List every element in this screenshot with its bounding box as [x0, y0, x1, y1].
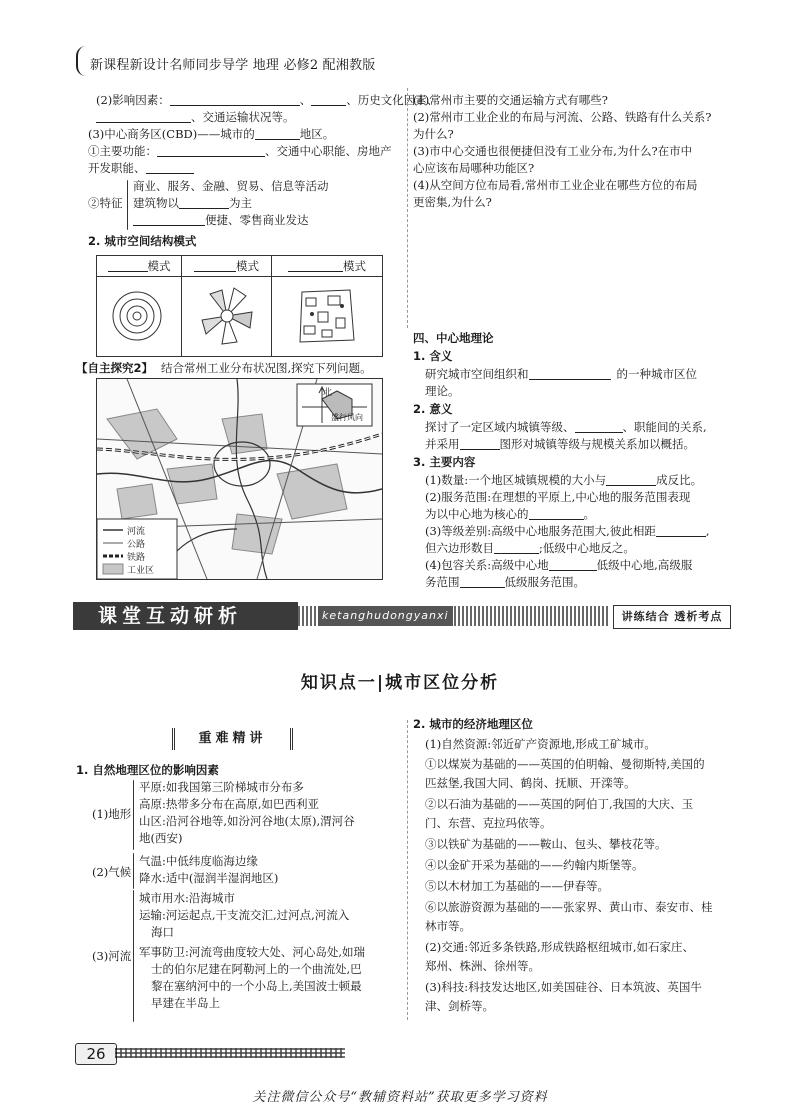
question-2: (2)常州市工业企业的布局与河流、公路、铁路有什么关系? — [413, 110, 712, 124]
significance-heading: 2. 意义 — [413, 402, 453, 416]
cbd-line: (3)中心商务区(CBD)——城市的 地区。 — [88, 127, 335, 141]
terrain-label: (1)地形 — [92, 807, 132, 821]
question-4-cont: 更密集,为什么? — [413, 195, 492, 209]
legend-industrial-zone: 工业区 — [127, 566, 155, 576]
meaning-line-1: 研究城市空间组织和 的一种城市区位 — [425, 367, 697, 381]
content-inclusion: (4)包容关系:高级中心地 低级中心地,高级服 — [425, 558, 693, 572]
economic-tourism-cont: 林市等。 — [425, 919, 471, 933]
terrain-mountain: 山区:沿河谷地等,如汾河谷地(太原),渭河谷 — [139, 814, 355, 828]
cbd-function-line: ①主要功能： 、交通中心职能、房地产 — [88, 144, 392, 158]
economic-tech-cont: 津、剑桥等。 — [425, 999, 494, 1013]
map-north-label: 北 — [323, 388, 333, 398]
column-divider — [407, 88, 409, 328]
river-water-supply: 城市用水:沿海城市 — [139, 891, 235, 905]
economic-timber: ⑤以木材加工为基础的——伊春等。 — [425, 879, 609, 893]
economic-resources: (1)自然资源:邻近矿产资源地,形成工矿城市。 — [425, 737, 656, 751]
content-grade: (3)等级差别:高级中心地服务范围大,彼此相距 , — [425, 524, 710, 538]
content-inclusion-cont: 务范围 低级服务范围。 — [425, 575, 585, 589]
cbd-function-line-2: 开发职能、 — [88, 160, 194, 177]
question-1: (1)常州市主要的交通运输方式有哪些? — [413, 93, 608, 107]
page-number-pattern — [115, 1048, 345, 1058]
spatial-structure-heading: 2. 城市空间结构模式 — [88, 234, 197, 248]
economic-oil-cont: 门、东营、克拉玛依等。 — [425, 816, 552, 830]
multinuclei-model-figure — [272, 276, 382, 356]
model-cell-multinuclei: 模式 — [272, 256, 382, 356]
book-header: 新课程新设计名师同步导学 地理 必修2 配湘教版 — [90, 58, 376, 73]
content-heading: 3. 主要内容 — [413, 455, 476, 469]
content-grade-cont: 但六边形数目 ;低级中心地反之。 — [425, 541, 635, 555]
terrain-brace — [133, 780, 134, 850]
meaning-line-2: 理论。 — [425, 384, 460, 398]
terrain-plateau: 高原:热带多分布在高原,如巴西利亚 — [139, 797, 320, 811]
question-3: (3)市中心交通也很便捷但没有工业分布,为什么?在市中 — [413, 144, 693, 158]
climate-brace — [133, 853, 134, 889]
explore-prompt: 【自主探究2】 结合常州工业分布状况图,探究下列问题。 — [76, 361, 372, 375]
banner-title: 课堂互动研析 — [98, 605, 243, 627]
section-banner — [73, 602, 729, 630]
climate-label: (2)气候 — [92, 865, 132, 879]
factor-line: (2)影响因素： 、 、历史文化因素、 — [96, 93, 439, 107]
model-cell-concentric: 模式 — [97, 256, 182, 356]
economic-gold: ④以金矿开采为基础的——约翰内斯堡等。 — [425, 858, 644, 872]
economic-transport-cont: 郑州、株洲、徐州等。 — [425, 959, 540, 973]
river-transport: 运输:河运起点,干支流交汇,过河点,河流入 — [139, 908, 350, 922]
meaning-heading: 1. 含义 — [413, 349, 453, 363]
economic-heading: 2. 城市的经济地理区位 — [413, 717, 533, 731]
legend-railway: 铁路 — [127, 553, 146, 563]
structure-model-table — [96, 255, 383, 357]
significance-line-2: 并采用 图形对城镇等级与规模关系加以概括。 — [425, 437, 695, 451]
economic-tourism: ⑥以旅游资源为基础的——张家界、黄山市、泰安市、桂 — [425, 900, 713, 914]
content-service-cont: 为以中心地为核心的 。 — [425, 507, 595, 521]
climate-precipitation: 降水:适中(湿润半湿润地区) — [139, 871, 279, 885]
significance-line-1: 探讨了一定区域内城镇等级、 、职能间的关系, — [425, 420, 707, 434]
sector-model-figure — [182, 276, 272, 356]
economic-coal-cont: 匹兹堡,我国大同、鹤岗、抚顺、开滦等。 — [425, 776, 636, 790]
river-label: (3)河流 — [92, 949, 132, 963]
model-cell-sector: 模式 — [182, 256, 272, 356]
footer-note: 关注微信公众号“教辅资料站”获取更多学习资料 — [252, 1090, 548, 1105]
feature-brace — [127, 180, 128, 230]
terrain-mountain-cont: 地(西安) — [139, 831, 183, 845]
economic-coal: ①以煤炭为基础的——英国的伯明翰、曼彻斯特,美国的 — [425, 757, 705, 771]
header-bracket — [76, 46, 88, 76]
question-4: (4)从空间方位布局看,常州市工业企业在哪些方位的布局 — [413, 178, 698, 192]
river-defense-cont-3: 早建在半岛上 — [151, 996, 220, 1010]
feature-activities: 商业、服务、金融、贸易、信息等活动 — [133, 179, 329, 193]
page-number: 26 — [75, 1043, 117, 1065]
legend-road: 公路 — [127, 540, 146, 550]
column-divider-lower — [407, 720, 409, 1020]
economic-transport: (2)交通:邻近多条铁路,形成铁路枢纽城市,如石家庄、 — [425, 940, 694, 954]
feature-buildings: 建筑物以 为主 — [133, 196, 252, 210]
banner-tagline: 讲练结合 透析考点 — [613, 605, 731, 629]
economic-iron: ③以铁矿为基础的——鞍山、包头、攀枝花等。 — [425, 837, 667, 851]
key-difficulty-box: 重难精讲 — [172, 728, 293, 750]
question-3-cont: 心应该布局哪种功能区? — [413, 161, 535, 175]
content-quantity: (1)数量:一个地区城镇规模的大小与 成反比。 — [425, 473, 703, 487]
knowledge-point-title: 知识点一|城市区位分析 — [300, 673, 500, 693]
terrain-plain: 平原:如我国第三阶梯城市分布多 — [139, 780, 304, 794]
cbd-feature-label: ②特征 — [88, 196, 123, 210]
legend-river: 河流 — [127, 527, 146, 537]
natural-factors-heading: 1. 自然地理区位的影响因素 — [76, 763, 219, 777]
river-defense-cont-2: 黎在塞纳河中的一个小岛上,美国波士顿最 — [151, 979, 362, 993]
river-defense: 军事防卫:河流弯曲度较大处、河心岛处,如瑞 — [139, 945, 366, 959]
factor-line-2: 、交通运输状况等。 — [96, 109, 295, 126]
question-2-cont: 为什么? — [413, 127, 454, 141]
changzhou-industry-map — [96, 378, 383, 580]
central-place-title: 四、中心地理论 — [413, 331, 494, 345]
climate-temperature: 气温:中低纬度临海边缘 — [139, 854, 258, 868]
concentric-model-figure — [97, 276, 182, 356]
river-brace — [133, 890, 134, 1022]
economic-tech: (3)科技:科技发达地区,如美国硅谷、日本筑波、英国牛 — [425, 980, 702, 994]
map-wind-label: 盛行风向 — [331, 413, 363, 422]
river-defense-cont-1: 士的伯尔尼建在阿勒河上的一个曲流处,巴 — [151, 962, 362, 976]
river-transport-cont: 海口 — [151, 925, 174, 939]
feature-traffic: 便捷、零售商业发达 — [133, 212, 309, 229]
content-service: (2)服务范围:在理想的平原上,中心地的服务范围表现 — [425, 490, 691, 504]
banner-pinyin: ketanghudongyanxi — [318, 606, 453, 626]
economic-oil: ②以石油为基础的——英国的阿伯丁,我国的大庆、玉 — [425, 797, 694, 811]
